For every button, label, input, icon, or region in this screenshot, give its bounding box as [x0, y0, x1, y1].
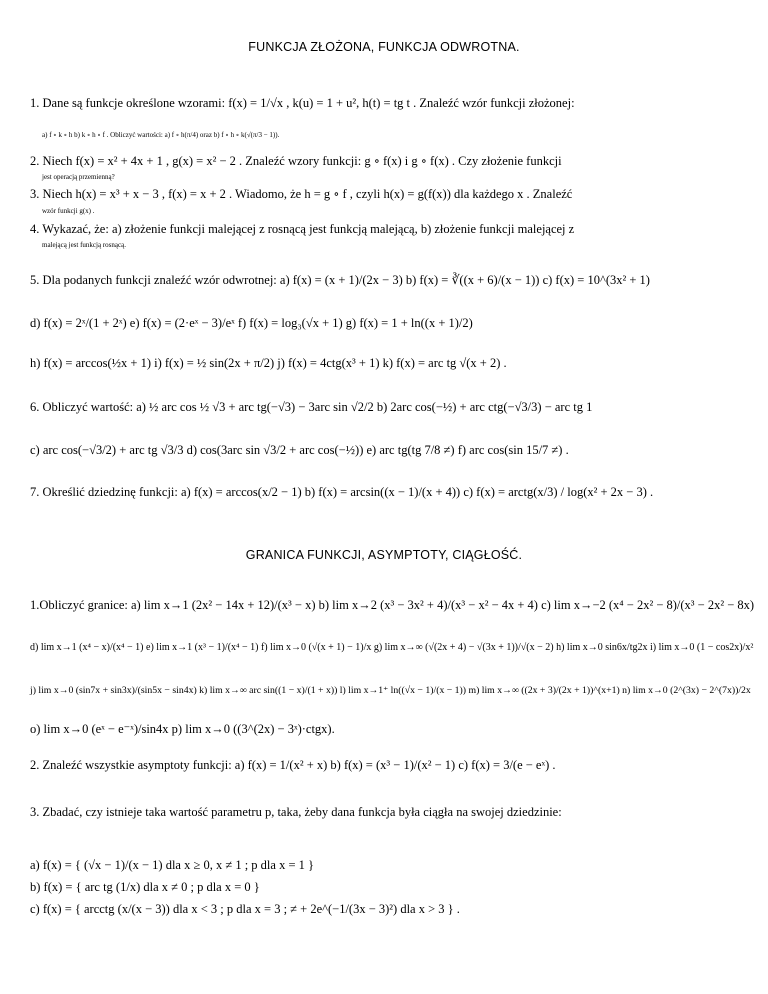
- continuity-intro: 3. Zbadać, czy istnieje taka wartość parametru p, taka, żeby dana funkcja była ciągła na swojej dziedzinie:: [30, 805, 562, 819]
- continuity-c: c) f(x) = { arcctg (x/(x − 3)) dla x < 3 ; p dla x = 3 ; ≠ + 2e^(−1/(3x − 3)²) dla x > 3 } .: [30, 902, 460, 916]
- task-3-line-1: 3. Niech h(x) = x³ + x − 3 , f(x) = x + 2 . Wiadomo, że h = g ∘ f , czyli h(x) = g(f(x)) dla każdego x . Znaleźć: [30, 187, 573, 201]
- continuity-a: a) f(x) = { (√x − 1)/(x − 1) dla x ≥ 0, x ≠ 1 ; p dla x = 1 }: [30, 858, 314, 872]
- task-6-line-2: c) arc cos(−√3/2) + arc tg √3/3 d) cos(3arc sin √3/2 + arc cos(−½)) e) arc tg(tg 7/8 ≠) f) arc cos(sin 15/7 ≠) .: [30, 443, 569, 457]
- task-6-line-1: 6. Obliczyć wartość: a) ½ arc cos ½ √3 + arc tg(−√3) − 3arc sin √2/2 b) 2arc cos(−½) + arc ctg(−√3/3) − arc tg 1: [30, 400, 593, 414]
- task-5-line-3: h) f(x) = arccos(½x + 1) i) f(x) = ½ sin(2x + π/2) j) f(x) = 4ctg(x³ + 1) k) f(x) = arc tg √(x + 2) .: [30, 356, 507, 370]
- section-title-limits: GRANICA FUNKCJI, ASYMPTOTY, CIĄGŁOŚĆ.: [245, 548, 523, 562]
- section-title-composition: FUNKCJA ZŁOŻONA, FUNKCJA ODWROTNA.: [248, 40, 520, 54]
- task-2-line-2: jest operacją przemienną?: [42, 173, 115, 181]
- task-2-line-1: 2. Niech f(x) = x² + 4x + 1 , g(x) = x² − 2 . Znaleźć wzory funkcji: g ∘ f(x) i g ∘ f(x) . Czy złożenie funkcji: [30, 154, 562, 168]
- task-1-line-2: a) f ∘ k ∘ h b) k ∘ h ∘ f . Obliczyć wartości: a) f ∘ h(π/4) oraz b) f ∘ h ∘ k(√(π/3 − 1)).: [42, 131, 280, 139]
- limits-line-3: j) lim x→0 (sin7x + sin3x)/(sin5x − sin4x) k) lim x→∞ arc sin((1 − x)/(1 + x)) l) lim x→1⁺ ln((√x − 1)/(x − 1)) m) lim x→∞ ((2x + 3)/(2x + 1))^(x+1) n) lim x→0 (2^(3x) − 2^(7x))/2x: [30, 685, 751, 696]
- task-5-line-1: 5. Dla podanych funkcji znaleźć wzór odwrotnej: a) f(x) = (x + 1)/(2x − 3) b) f(x) = ∛((x + 6)/(x − 1)) c) f(x) = 10^(3x² + 1): [30, 273, 650, 287]
- task-4-line-2: malejącą jest funkcją rosnącą.: [42, 241, 126, 249]
- task-7-line-1: 7. Określić dziedzinę funkcji: a) f(x) = arccos(x/2 − 1) b) f(x) = arcsin((x − 1)/(x + 4)) c) f(x) = arctg(x/3) / log(x² + 2x − 3) .: [30, 485, 654, 499]
- limits-line-4: o) lim x→0 (eˣ − e⁻ˣ)/sin4x p) lim x→0 ((3^(2x) − 3ˣ)·ctgx).: [30, 722, 335, 736]
- task-3-line-2: wzór funkcji g(x) .: [42, 207, 95, 215]
- task-5-line-2: d) f(x) = 2ˣ/(1 + 2ˣ) e) f(x) = (2·eˣ − 3)/eˣ f) f(x) = log₃(√x + 1) g) f(x) = 1 + ln((x + 1)/2): [30, 316, 473, 330]
- limits-line-2: d) lim x→1 (x⁴ − x)/(x⁴ − 1) e) lim x→1 (x³ − 1)/(x⁴ − 1) f) lim x→0 (√(x + 1) − 1)/x g) lim x→∞ (√(2x + 4) − √(3x + 1))/√(x − 2) h) lim x→0 sin6x/tg2x i) lim x→0 (1 − cos2x)/x²: [30, 642, 754, 653]
- task-1-line-1: 1. Dane są funkcje określone wzorami: f(x) = 1/√x , k(u) = 1 + u², h(t) = tg t . Znaleźć wzór funkcji złożonej:: [30, 96, 575, 110]
- continuity-b: b) f(x) = { arc tg (1/x) dla x ≠ 0 ; p dla x = 0 }: [30, 880, 260, 894]
- asymptotes-line: 2. Znaleźć wszystkie asymptoty funkcji: a) f(x) = 1/(x² + x) b) f(x) = (x³ − 1)/(x² − 1) c) f(x) = 3/(e − eˣ) .: [30, 758, 556, 772]
- task-4-line-1: 4. Wykazać, że: a) złożenie funkcji malejącej z rosnącą jest funkcją malejącą, b) złożenie funkcji malejącej z: [30, 222, 575, 236]
- limits-line-1: 1.Obliczyć granice: a) lim x→1 (2x² − 14x + 12)/(x³ − x) b) lim x→2 (x³ − 3x² + 4)/(x³ − x² − 4x + 4) c) lim x→−2 (x⁴ − 2x² − 8)/(x³ − 2x² − 8x): [30, 598, 755, 612]
